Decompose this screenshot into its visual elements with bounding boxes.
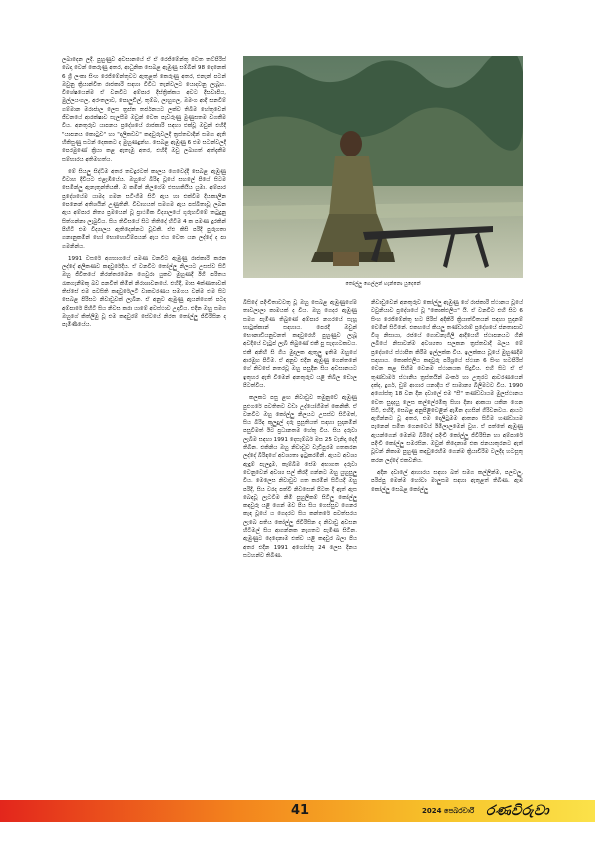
paragraph: ලබාදෙන ලදි. පුහුණුව අවසානයේ ඒ ඒ රෙජිමේන්තු වෙත තට්පිරිස් බෙදා වෙන් කෙරුණු අතර, ආධුනික සෙබළ ඇඹුණු සම්බින් 98 දෙනෙක් 6 ශ්‍රී ලංකා සිංහ රෙජිමේන්තුවට ඇතුළත් කෙරුණු අතර, එනැන් පටන් ඔවුනු ක්‍රියාන්විත රාජකාරි සඳහා විවිධ තැන්වලට යොදවනු ලැබූහ. විශේෂයෙන්ම ඒ වනවිට අම්පාර දිස්ත්‍රික්කය අවට දීඝවාපිය, මුල්ලයංගල, අරංතලාව, පොලුඩිල්, තුම්බ, ලාහුගල, ඔමංග ආදී ඝනවිම් ගම්මාන මරාජාල ලෙස ත්‍රස්ත තර්ජනයට ලක්ව තිබීම හේතුවෙන් ජීවනයේ ආරක්ෂාව සැලසීම ඔවුන් වෙත පැවරුණු මුණුසතම වගකීම විය. අනතුරුව යාපනය ප්‍රදේශයේ රාජකාරි සඳහා එක්වූ ඔවුන් එහිදී "යාපනය කොටුව" හා "දලිකඩව" කඳවුරුවලදී ත්‍රස්තවාදීන් සමග ඇති හිකිසුණු සටන් දෙකකට ද මුහුණදුන්හ. සෙබළ ඇඹුණු 6 එම සටන්වලදී පෙරමුණේ ක්‍රියා කළ ඇතැමු අතර, එහිදී ඔවු ලබාගත් අත්දැකීම සම්භාරය අතිමහත්ය.: [62, 57, 226, 163]
page-number: 41: [290, 803, 310, 818]
paragraph: නිවාඩුවෙන් අනතුරුව කෝල්ලු ඇඹුණු ගේ රාජකාරි ස්ථානය වූයේ වවුනියාව ප්‍රදේශයේ වූ "කොක්එලිය" යි. ඒ වනවිට එහි සිට 6 සිංහ රෙජිමේන්තු භට පිරිස් අදිකිරි ක්‍රියාත්විතයන් සඳහා සූදානම් වෙමින් සිටිනේ. එකහයේ කියලු තණ්ඩාරාම් ප්‍රදේශයේ ජනතාපාව විශු නිසායා, රජයේ ගොඩනැගිලි ආදියෙහි ස්ථාපනයට ගිනි ලබියේ නිසාවන්ම අවශ්‍යතා සලකන ත්‍රස්තවාදී බලය මේ ප්‍රදේශයේ ස්ථාපිත කිරීම ඉල්ලක්ක විය. ඉලක්කය වූයේ මුහුණදීම සඳහාය. කොක්එලිය කඳවුරු පරිශ්‍රයේ ස්ථාන 6 සිංහ භටපිරිස් වෙන කළ සිහිම වෙනම ස්ථානයක සිදුවිය. එහි සිට ඒ ඒ තුණ්ඩාර්ම ස්ථානීය ත්‍රස්තයින් බංකර් හා උතුරට ආවරණයෙන් දක්ද, දුර්ග, ඩුම් ආගාර යනාදිය ඒ සාමාන්‍ය බිලිමටව විය. 1990 අගෝස්තු 18 වන දින දවාලේ එම "සී" තණ්ඩවායම මුලස්ථානය වෙත සුදාදයු ලෙස කල්ලේරමිකු සිහා දිනා ආකයා යකින ගෙන සිටී, එහිදී, සෙබළ අනුපිළිවෙළින් ඇඹින දහසින් ගිරිවනවය. ආයට ඇගින්නට වූ අතර, එම දෙලිටුමම ආතනා සිටීම හණ්ඩායම පැනෙන් සමිත ගෙනවෙය් ඊමිලාලමෙන් වුහ. ඒ පත්තේ ඇඹුණු ඇයන්ගෙන් මෙන්ම බිරිදේ පදිංචි කෝල්ලු ජිවිරිසින හා අම්පාරේ පදිංචි කෝල්ලු සමරසින. ඔවුන් තිදෙනාම එක ජනයාතුරනට ඇත් වූවන් නිකාම පුහුණු කඳවුරෙහිම ගෙන්ම ක්‍රියාචිරිම වලදීද හටපූතු කරන ලද්දේ එකවනිය.: [371, 300, 523, 464]
paragraph: කලකට පසු ළඟ නිවාඩුව තමුනුවේ ඇඹුණු පුළුගරේ පවතිතව වඩා උද්යෝගීමත් කෙනිකී. ඒ වනවිට ඔහු කෝල්ලු නිලයට උසස්ව සිටීමත්, සිය බිරිඳ කුලුදුල් දරු ප්‍රසූතියත් සඳහා සූදානමින් පසුවීමත් ඊට ප්‍රධානතම හේතු විය. සිය දරුවා ලැබීම සඳහා 1991 දෙසැම්බර් මස 25 වැනිදා දෙදී තිබින. එකිනිය ඔහු නිවාඩුව වැඩිපුරම ගතකරන ලද්දේ බිරිඳගේ අවශ්‍යතා ඉටුකරමිනි. ඇයට අවශ්‍ය ඇඳුම් පැලදුම, කෑම්බිම සේම අභාගත දරුවා වෙනුවෙන් අවශ්‍ය සල් කීරදි ගන්නට ඔහු යුහුසුලු විය. මෙලෙස නිවාඩුව ගත කරමින් සිටියදී ඔහු පරිදි, සිය වරද පත්වී නිවසෙන් පිටත දී ඇත් ඇස බෙඳවූ ලැටවීම නිමි පුහුලිකම් සිටිලු කෝල්ලු කඳවුරු යළි ගෙන් මව පිය සිය ගෙස්සුව ගෙනර කැඳ වූයේ ය ගෙදරට සිය කන්තරේ පවත්සරය ලැබෙ පතිය කෝල්ලු ජිවිරිසින ද නිවාඩු අවසන හිටීමල් සිය ආගන්නක නැගතට පැමිණ සිටින. ඇඹුණුට දෙදෙනාම එක්ව යළි කඳවුර බලා පිය අතර එදින 1991 අගෝස්තු 24 ලෙස දිනය සටහන්ව තිබිණ.: [243, 395, 357, 559]
soldier-photograph: [243, 56, 523, 278]
photo-caption: තෝල්ලු ගෙල්ලන් හැන්නො යුදෙනේ: [345, 281, 421, 287]
magazine-logo: රණවිරුවා: [486, 803, 550, 819]
article-column-right: [371, 299, 523, 754]
article-column-left: [62, 56, 226, 756]
issue-date: 2024 පෙබරවාරි: [422, 807, 475, 815]
paragraph: අදින දවාලේ ආහාරය සඳහා බත් සමග කල්ලින්ම, පලවලු, පරිප්පු මෙන්ම හෝවා මාලුසම සඳහා ඇතුළත් තිබිණ. ඇඹ කෝල්ලු සෙබළ කෝල්ලු: [371, 469, 523, 493]
paragraph: 1991 වසරේ අගභාගයේ පමණ වනවිට ඇඹුණු රාජකාරි කරන ලද්දේ අලිකණව කඳවුරේදිය. ඒ වනවිට තෝල්ලු නිලයට උසස්ව සිටි ඔහු ජීවිතයේ නිරන්තරමෙන ගෙවුරා යුකව මුහුණදී ඊගි පරිතය රැකගැනීමකු බව පනවිත් කිමින් නිරාශාවනයේ. එහිදී, මාස 4ක්ණතාවක් තිස්සේ එම පවසිති කඳවුරේලටි වාකවරණය සමගය වන්ම එම සිට සෙබළ පිරිසට නිවාඩුවක් ලැබින. ඒ අනුව ඇඹුණු ඇයන්ගෙත් පටද අම්පාරේ පිහිටි සිය නිවස කරා යාමේ අවස්ථාව උදාවිය. එදින ඔහු සමග ඔහුගේ කිත්ලිමු වූ එම කඳවුරම් සේවයේ නිරත තෝල්ලු ජිවිරිසින ද පැමිණියේය.: [62, 255, 226, 329]
paragraph: මේ සියලු සිද්ධීම අතර තවදුරටත් කාලය ගෙවෙද්දී සෙබළ ඇඹුණු විවාහ දිවියට එළැඹියේය. ඔහුගේ බිරිඳ වූයේ සහලේ පියේ සිටම සෙමින්ලු ඇනැතුන්තියකී. ඔ කමින් නිලගේම එසහකියිය යුමා. අම්පාර ප්‍රදේශයේම යාමද ගමන සටිංගිම සිටි ඇය හා එක්වීම දියකාලීන පෙනෙන් අතිශයින් උණුතිනී. විවාහයත් සමගම ඇය පස්බිතාවූ ලබන ඇය අම්පාර නිත්‍ය ප්‍රමයෙන් වූ ප්‍රාථමික විද්‍යාලයේ ගුරුහවීමේ තටුදුනු සිත්ගන්නා ලැබුවිය. සිය තිවිසයේ සිට තිතිදේ හිටීම 4 ක පමණ දුරකින් පිහිටි එම විද්‍යාලය ඇතිදෙන්නට වූවකී. ඒඑ කිසි පරිදි පුරුගතා ගනානුකමින් හෝ භොහොවිම්පයන් ඇය එය වෙත යන ලද්දේ ද පා ගමනින්ය.: [62, 168, 226, 250]
article-column-middle: [243, 299, 357, 754]
soldier-photograph-image: [243, 56, 523, 278]
page-footer: [0, 784, 595, 842]
paragraph: බිසිදේ පදිංචිතාවවතු වූ ඔහු සෙබළ ඇඹුණුගේම තාවලාලා කාමයක් ද විය. ඔහු ගෙදර ඇඹුණු සමග පැමිණ තිබුණේ අම්පාර නගරයේ සැහූ භාටුක්කාන් සඳහාය. පෙරදී ඔවුන් භෞනාඩියනුවනත් කඳවුරෙහි පුහුණුව ලැබූ අවදියේ වැටුප් ලැබී තිබුණේ එකී පු සැදහටකවය. එකී අනිහි සි ගිය මුදලක ඇතුලු ඉතිම ඔහුගේ ආරමුහ පිටීම. ඒ අනුව එදින ඇඹුණු ගෙන්තනේ ගේ නිවසේ නතරවූ ඔහු පසුදින සිය අවසානයට ඉතුහර ඇති විමෙන් අනතුරුව යළි තිබීල ඩොල පිටත්විය.: [243, 300, 357, 389]
